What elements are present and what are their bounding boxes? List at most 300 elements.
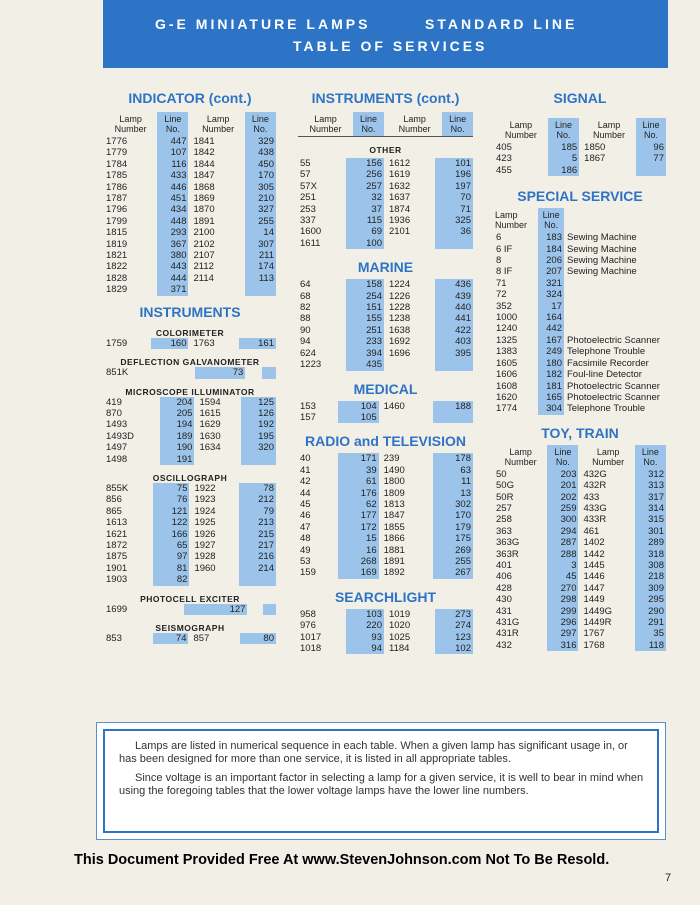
subtitle-microscope: MICROSCOPE ILLUMINATOR <box>125 386 255 397</box>
line-number: 195 <box>241 431 276 442</box>
line-number: 73 <box>195 367 246 378</box>
special-rows <box>494 232 666 415</box>
col-header-lamp <box>582 118 636 142</box>
header-line-text: Line <box>164 114 182 124</box>
table-row <box>104 182 276 193</box>
line-number: 123 <box>435 632 473 643</box>
lamp-number: 2107 <box>193 250 215 262</box>
line-number <box>435 359 473 370</box>
seismograph-table <box>104 633 276 644</box>
signal-rows <box>494 142 666 176</box>
header-line-text: Line <box>642 120 660 130</box>
line-number: 325 <box>435 215 473 226</box>
photocell-table <box>104 604 276 615</box>
line-number: 103 <box>346 609 384 620</box>
table-row <box>494 560 666 571</box>
lamp-number: 1844 <box>193 158 215 170</box>
table-row <box>104 529 276 540</box>
section-title-instruments-cont: INSTRUMENTS (cont.) <box>311 90 460 106</box>
table-header <box>298 112 473 136</box>
table-row <box>494 232 666 243</box>
col-header-desc <box>564 208 666 232</box>
banner-subtitle: TABLE OF SERVICES <box>293 38 488 54</box>
table-row <box>298 476 473 487</box>
line-number: 188 <box>433 401 473 412</box>
photocell-rows <box>104 604 276 615</box>
lamp-number <box>192 574 239 585</box>
line-number: 164 <box>538 312 564 323</box>
lamp-number: 1238 <box>388 313 411 325</box>
header-line-text: Line <box>251 114 269 124</box>
lamp-number: 2112 <box>193 261 214 273</box>
table-row <box>104 204 276 215</box>
lamp-number: 1184 <box>388 643 410 654</box>
line-number: 37 <box>346 204 384 215</box>
service-description: Sewing Machine <box>567 232 637 244</box>
header-banner <box>103 0 668 68</box>
line-number: 15 <box>338 533 378 544</box>
line-number: 186 <box>548 165 579 176</box>
table-row <box>298 325 473 336</box>
line-number: 65 <box>153 540 190 551</box>
table-row <box>494 571 666 582</box>
header-line-text: Line <box>449 114 467 124</box>
line-number: 71 <box>435 204 473 215</box>
table-row <box>298 348 473 359</box>
line-number <box>262 367 276 378</box>
line-number: 309 <box>635 583 666 594</box>
line-number: 201 <box>547 480 578 491</box>
column-1 <box>104 90 276 644</box>
line-number: 45 <box>547 571 578 582</box>
line-number: 287 <box>547 537 578 548</box>
lamp-number: 1447 <box>583 582 605 594</box>
line-number: 438 <box>245 147 276 158</box>
lamp-number: 1855 <box>383 521 405 533</box>
col-header-lamp <box>191 112 244 136</box>
line-number: 113 <box>245 273 276 284</box>
line-number: 93 <box>346 632 384 643</box>
line-number: 205 <box>160 408 195 419</box>
col-header-line <box>442 112 473 136</box>
table-row <box>298 226 473 237</box>
line-number: 444 <box>157 273 188 284</box>
lamp-number: 1763 <box>193 337 215 349</box>
lamp-number: 1799 <box>106 215 128 227</box>
searchlight-rows <box>298 609 473 655</box>
table-row <box>104 216 276 227</box>
lamp-number: 2114 <box>193 272 214 284</box>
line-number: 107 <box>157 147 188 158</box>
header-no-text: No. <box>556 130 571 140</box>
line-number: 63 <box>433 465 473 476</box>
line-number: 313 <box>635 480 666 491</box>
line-number: 290 <box>635 606 666 617</box>
line-number: 39 <box>338 465 378 476</box>
lamp-number: 46 <box>300 510 311 522</box>
line-number: 302 <box>433 499 473 510</box>
table-row <box>298 412 473 423</box>
table-row <box>494 503 666 514</box>
line-number: 189 <box>160 431 195 442</box>
lamp-number: 72 <box>496 289 507 301</box>
table-row <box>104 273 276 284</box>
lamp-number: 8 IF <box>496 266 513 278</box>
lamp-number: 432R <box>583 480 607 492</box>
table-row <box>104 633 276 644</box>
table-row <box>298 465 473 476</box>
table-row <box>298 632 473 643</box>
line-number: 13 <box>433 488 473 499</box>
line-number: 202 <box>547 492 578 503</box>
lamp-number: 431 <box>496 605 512 617</box>
lamp-number: 2101 <box>388 226 411 238</box>
line-number: 3 <box>547 560 578 571</box>
line-number: 312 <box>635 469 666 480</box>
header-number-text: Number <box>495 220 528 231</box>
line-number: 270 <box>547 583 578 594</box>
colorimeter-rows <box>104 338 276 349</box>
microscope-rows <box>104 397 276 465</box>
header-rule <box>298 136 473 137</box>
lamp-number: 1699 <box>106 603 128 615</box>
table-row <box>494 335 666 346</box>
page-number: 7 <box>665 872 672 884</box>
lamp-number: 57 <box>300 169 311 181</box>
line-number: 82 <box>153 574 190 585</box>
lamp-number: 2100 <box>193 227 215 239</box>
line-number: 206 <box>538 255 564 266</box>
line-number: 308 <box>635 560 666 571</box>
line-number: 433 <box>157 170 188 181</box>
line-number: 102 <box>435 643 473 654</box>
lamp-number: 1634 <box>199 442 221 454</box>
line-number: 367 <box>157 239 188 250</box>
lamp-number: 1637 <box>388 192 411 204</box>
section-title-searchlight: SEARCHLIGHT <box>334 588 437 605</box>
lamp-number: 433 <box>583 491 600 503</box>
table-row <box>494 266 666 277</box>
lamp-number: 1605 <box>496 357 518 369</box>
lamp-number: 1867 <box>584 153 606 165</box>
line-number: 446 <box>157 182 188 193</box>
lamp-number: 461 <box>583 525 600 537</box>
lamp-number: 47 <box>300 521 311 533</box>
table-row <box>298 215 473 226</box>
line-number: 104 <box>338 401 378 412</box>
table-row <box>104 506 276 517</box>
col-header-lamp <box>494 445 547 469</box>
line-number: 75 <box>153 483 190 494</box>
special-table <box>494 208 666 415</box>
table-row <box>298 192 473 203</box>
line-number: 314 <box>635 503 666 514</box>
line-number <box>433 412 473 423</box>
table-row <box>494 323 666 334</box>
table-row <box>494 289 666 300</box>
table-row <box>104 239 276 250</box>
service-description: Photoelectric Scanner <box>567 334 660 346</box>
line-number: 233 <box>346 336 384 347</box>
lamp-number: 239 <box>383 453 400 465</box>
header-lamp-text: Lamp <box>206 114 230 124</box>
lamp-number: 419 <box>106 396 122 408</box>
oscillograph-table <box>104 483 276 586</box>
line-number: 435 <box>346 359 384 370</box>
header-line-text: Line <box>359 114 377 124</box>
lamp-number: 1815 <box>106 227 128 239</box>
lamp-number: 1493D <box>106 430 134 442</box>
service-description: Telephone Trouble <box>567 346 646 358</box>
line-number: 296 <box>547 617 578 628</box>
lamp-number: 1325 <box>496 334 518 346</box>
table-row <box>298 181 473 192</box>
lamp-number: 8 <box>496 255 502 267</box>
line-number: 181 <box>538 381 564 392</box>
line-number: 155 <box>346 313 384 324</box>
section-title-signal: SIGNAL <box>553 90 607 106</box>
lamp-number: 1821 <box>106 250 128 262</box>
service-description <box>564 323 666 334</box>
lamp-number: 1800 <box>383 476 405 488</box>
lamp-number <box>250 604 263 615</box>
line-number: 267 <box>433 567 473 578</box>
lamp-number: 1449G <box>583 605 613 617</box>
section-title-instruments: INSTRUMENTS <box>139 303 241 320</box>
lamp-number: 53 <box>300 555 311 567</box>
lamp-number: 257 <box>496 502 512 514</box>
line-number: 307 <box>245 239 276 250</box>
line-number: 80 <box>240 633 276 644</box>
line-number: 436 <box>435 279 473 290</box>
table-row <box>298 313 473 324</box>
line-number: 214 <box>239 563 276 574</box>
line-number: 69 <box>346 226 384 237</box>
lamp-number: 363R <box>496 548 519 560</box>
line-number: 217 <box>239 540 276 551</box>
lamp-number: 423 <box>496 153 512 165</box>
section-title-radio: RADIO and TELEVISION <box>304 433 466 450</box>
line-number: 158 <box>346 279 384 290</box>
lamp-number: 855K <box>106 482 129 494</box>
line-number: 273 <box>435 609 473 620</box>
toy-train-rows <box>494 469 666 652</box>
lamp-number: 1460 <box>383 400 405 412</box>
header-lamp-text: Lamp <box>495 210 518 221</box>
line-number: 61 <box>338 476 378 487</box>
line-number: 395 <box>435 348 473 359</box>
table-row <box>494 278 666 289</box>
indicator-table <box>104 112 276 296</box>
line-number: 215 <box>239 529 276 540</box>
table-row <box>494 514 666 525</box>
table-row <box>104 136 276 147</box>
lamp-number: 2102 <box>193 238 215 250</box>
table-row <box>104 159 276 170</box>
line-number: 318 <box>635 549 666 560</box>
service-description: Telephone Trouble <box>567 403 646 415</box>
lamp-number: 1779 <box>106 147 128 159</box>
lamp-number: 337 <box>300 215 316 227</box>
lamp-number: 258 <box>496 514 512 526</box>
line-number: 371 <box>157 284 188 295</box>
lamp-number: 1226 <box>388 290 411 302</box>
lamp-number: 157 <box>300 411 316 423</box>
line-number: 175 <box>433 533 473 544</box>
other-rows <box>298 158 473 249</box>
line-number: 116 <box>157 159 188 170</box>
lamp-number: 1901 <box>106 562 128 574</box>
line-number: 434 <box>157 204 188 215</box>
lamp-number: 40 <box>300 453 311 465</box>
line-number: 179 <box>433 522 473 533</box>
lamp-number: 1632 <box>388 180 411 192</box>
line-number: 289 <box>635 537 666 548</box>
lamp-number: 1813 <box>383 498 405 510</box>
line-number: 329 <box>245 136 276 147</box>
header-line-text: Line <box>554 120 572 130</box>
table-row <box>494 301 666 312</box>
table-row <box>494 537 666 548</box>
line-number: 105 <box>338 412 378 423</box>
line-number: 192 <box>241 419 276 430</box>
col-header-line <box>538 208 564 232</box>
lamp-number: 1786 <box>106 181 128 193</box>
lamp-number: 41 <box>300 464 311 476</box>
lamp-number: 1615 <box>199 407 221 419</box>
line-number: 170 <box>433 510 473 521</box>
section-title-special: SPECIAL SERVICE <box>517 188 643 205</box>
table-row <box>298 158 473 169</box>
line-number: 305 <box>245 182 276 193</box>
col-header-line <box>635 445 666 469</box>
line-number: 254 <box>346 291 384 302</box>
lamp-number: 1630 <box>199 430 221 442</box>
lamp-number: 1759 <box>106 337 128 349</box>
col-header-lamp <box>104 112 157 136</box>
line-number: 165 <box>538 392 564 403</box>
lamp-number: 1850 <box>584 142 606 153</box>
radio-rows <box>298 453 473 578</box>
header-lamp-text: Lamp <box>597 120 621 130</box>
table-row <box>104 563 276 574</box>
line-number: 96 <box>636 142 666 153</box>
section-title-indicator: INDICATOR (cont.) <box>128 90 252 106</box>
table-row <box>298 488 473 499</box>
lamp-number: 431R <box>496 628 519 640</box>
header-no-text: No. <box>544 220 559 231</box>
lamp-number: 1892 <box>383 567 405 579</box>
lamp-number <box>382 412 433 423</box>
table-row <box>298 533 473 544</box>
lamp-number: 1776 <box>106 136 128 147</box>
table-row <box>298 545 473 556</box>
line-number: 32 <box>346 192 384 203</box>
instruments-cont-table <box>298 112 473 136</box>
line-number: 301 <box>635 526 666 537</box>
lamp-number: 68 <box>300 290 311 302</box>
lamp-number: 50 <box>496 468 507 480</box>
header-number-text: Number <box>202 124 235 134</box>
line-number: 255 <box>433 556 473 567</box>
column-3 <box>494 90 666 651</box>
oscillograph-rows <box>104 483 276 586</box>
table-row <box>298 609 473 620</box>
lamp-number: 1498 <box>106 453 128 465</box>
header-number-text: Number <box>593 130 626 140</box>
lamp-number: 363 <box>496 525 512 537</box>
lamp-number: 1402 <box>583 537 605 549</box>
service-description: Foul-line Detector <box>567 369 642 381</box>
line-number: 197 <box>435 181 473 192</box>
header-lamp-text: Lamp <box>509 446 532 457</box>
table-header <box>494 118 666 142</box>
header-number-text: Number <box>504 456 537 467</box>
table-row <box>104 367 276 378</box>
line-number: 180 <box>538 358 564 369</box>
lamp-number <box>191 284 244 295</box>
line-number: 184 <box>538 244 564 255</box>
line-number: 156 <box>346 158 384 169</box>
line-number: 17 <box>538 301 564 312</box>
lamp-number: 1017 <box>300 631 322 643</box>
lamp-number: 251 <box>300 192 316 204</box>
line-number <box>263 604 276 615</box>
lamp-number: 1608 <box>496 380 518 392</box>
line-number: 97 <box>153 551 190 562</box>
line-number <box>636 165 666 176</box>
table-row <box>494 640 666 651</box>
line-number: 213 <box>239 517 276 528</box>
line-number: 257 <box>346 181 384 192</box>
lamp-number: 82 <box>300 302 311 314</box>
lamp-number: 432 <box>496 639 512 651</box>
lamp-number: 431G <box>496 617 520 628</box>
line-number: 79 <box>239 506 276 517</box>
line-number: 207 <box>538 266 564 277</box>
lamp-number <box>248 367 262 378</box>
lamp-number <box>197 454 241 465</box>
section-title-medical: MEDICAL <box>353 380 418 397</box>
line-number: 11 <box>433 476 473 487</box>
lamp-number: 853 <box>106 633 122 644</box>
toy-train-table <box>494 445 666 652</box>
table-row <box>494 369 666 380</box>
lamp-number: 1926 <box>194 528 216 540</box>
lamp-number: 1872 <box>106 539 128 551</box>
col-header-line <box>157 112 188 136</box>
table-row <box>298 643 473 654</box>
lamp-number: 958 <box>300 608 316 620</box>
line-number <box>435 238 473 249</box>
table-row <box>104 454 276 465</box>
deflection-rows <box>104 367 276 378</box>
signal-table <box>494 118 666 176</box>
service-description <box>564 289 666 300</box>
table-row <box>104 431 276 442</box>
lamp-number: 1600 <box>300 226 322 238</box>
lamp-number: 624 <box>300 347 316 359</box>
lamp-number: 1874 <box>388 203 411 215</box>
subtitle-seismograph: SEISMOGRAPH <box>155 623 225 633</box>
table-row <box>298 453 473 464</box>
col-header-lamp <box>387 112 442 136</box>
medical-rows <box>298 401 473 424</box>
line-number: 256 <box>346 169 384 180</box>
line-number: 78 <box>239 483 276 494</box>
line-number: 320 <box>241 442 276 453</box>
subtitle-other: OTHER <box>369 145 402 155</box>
